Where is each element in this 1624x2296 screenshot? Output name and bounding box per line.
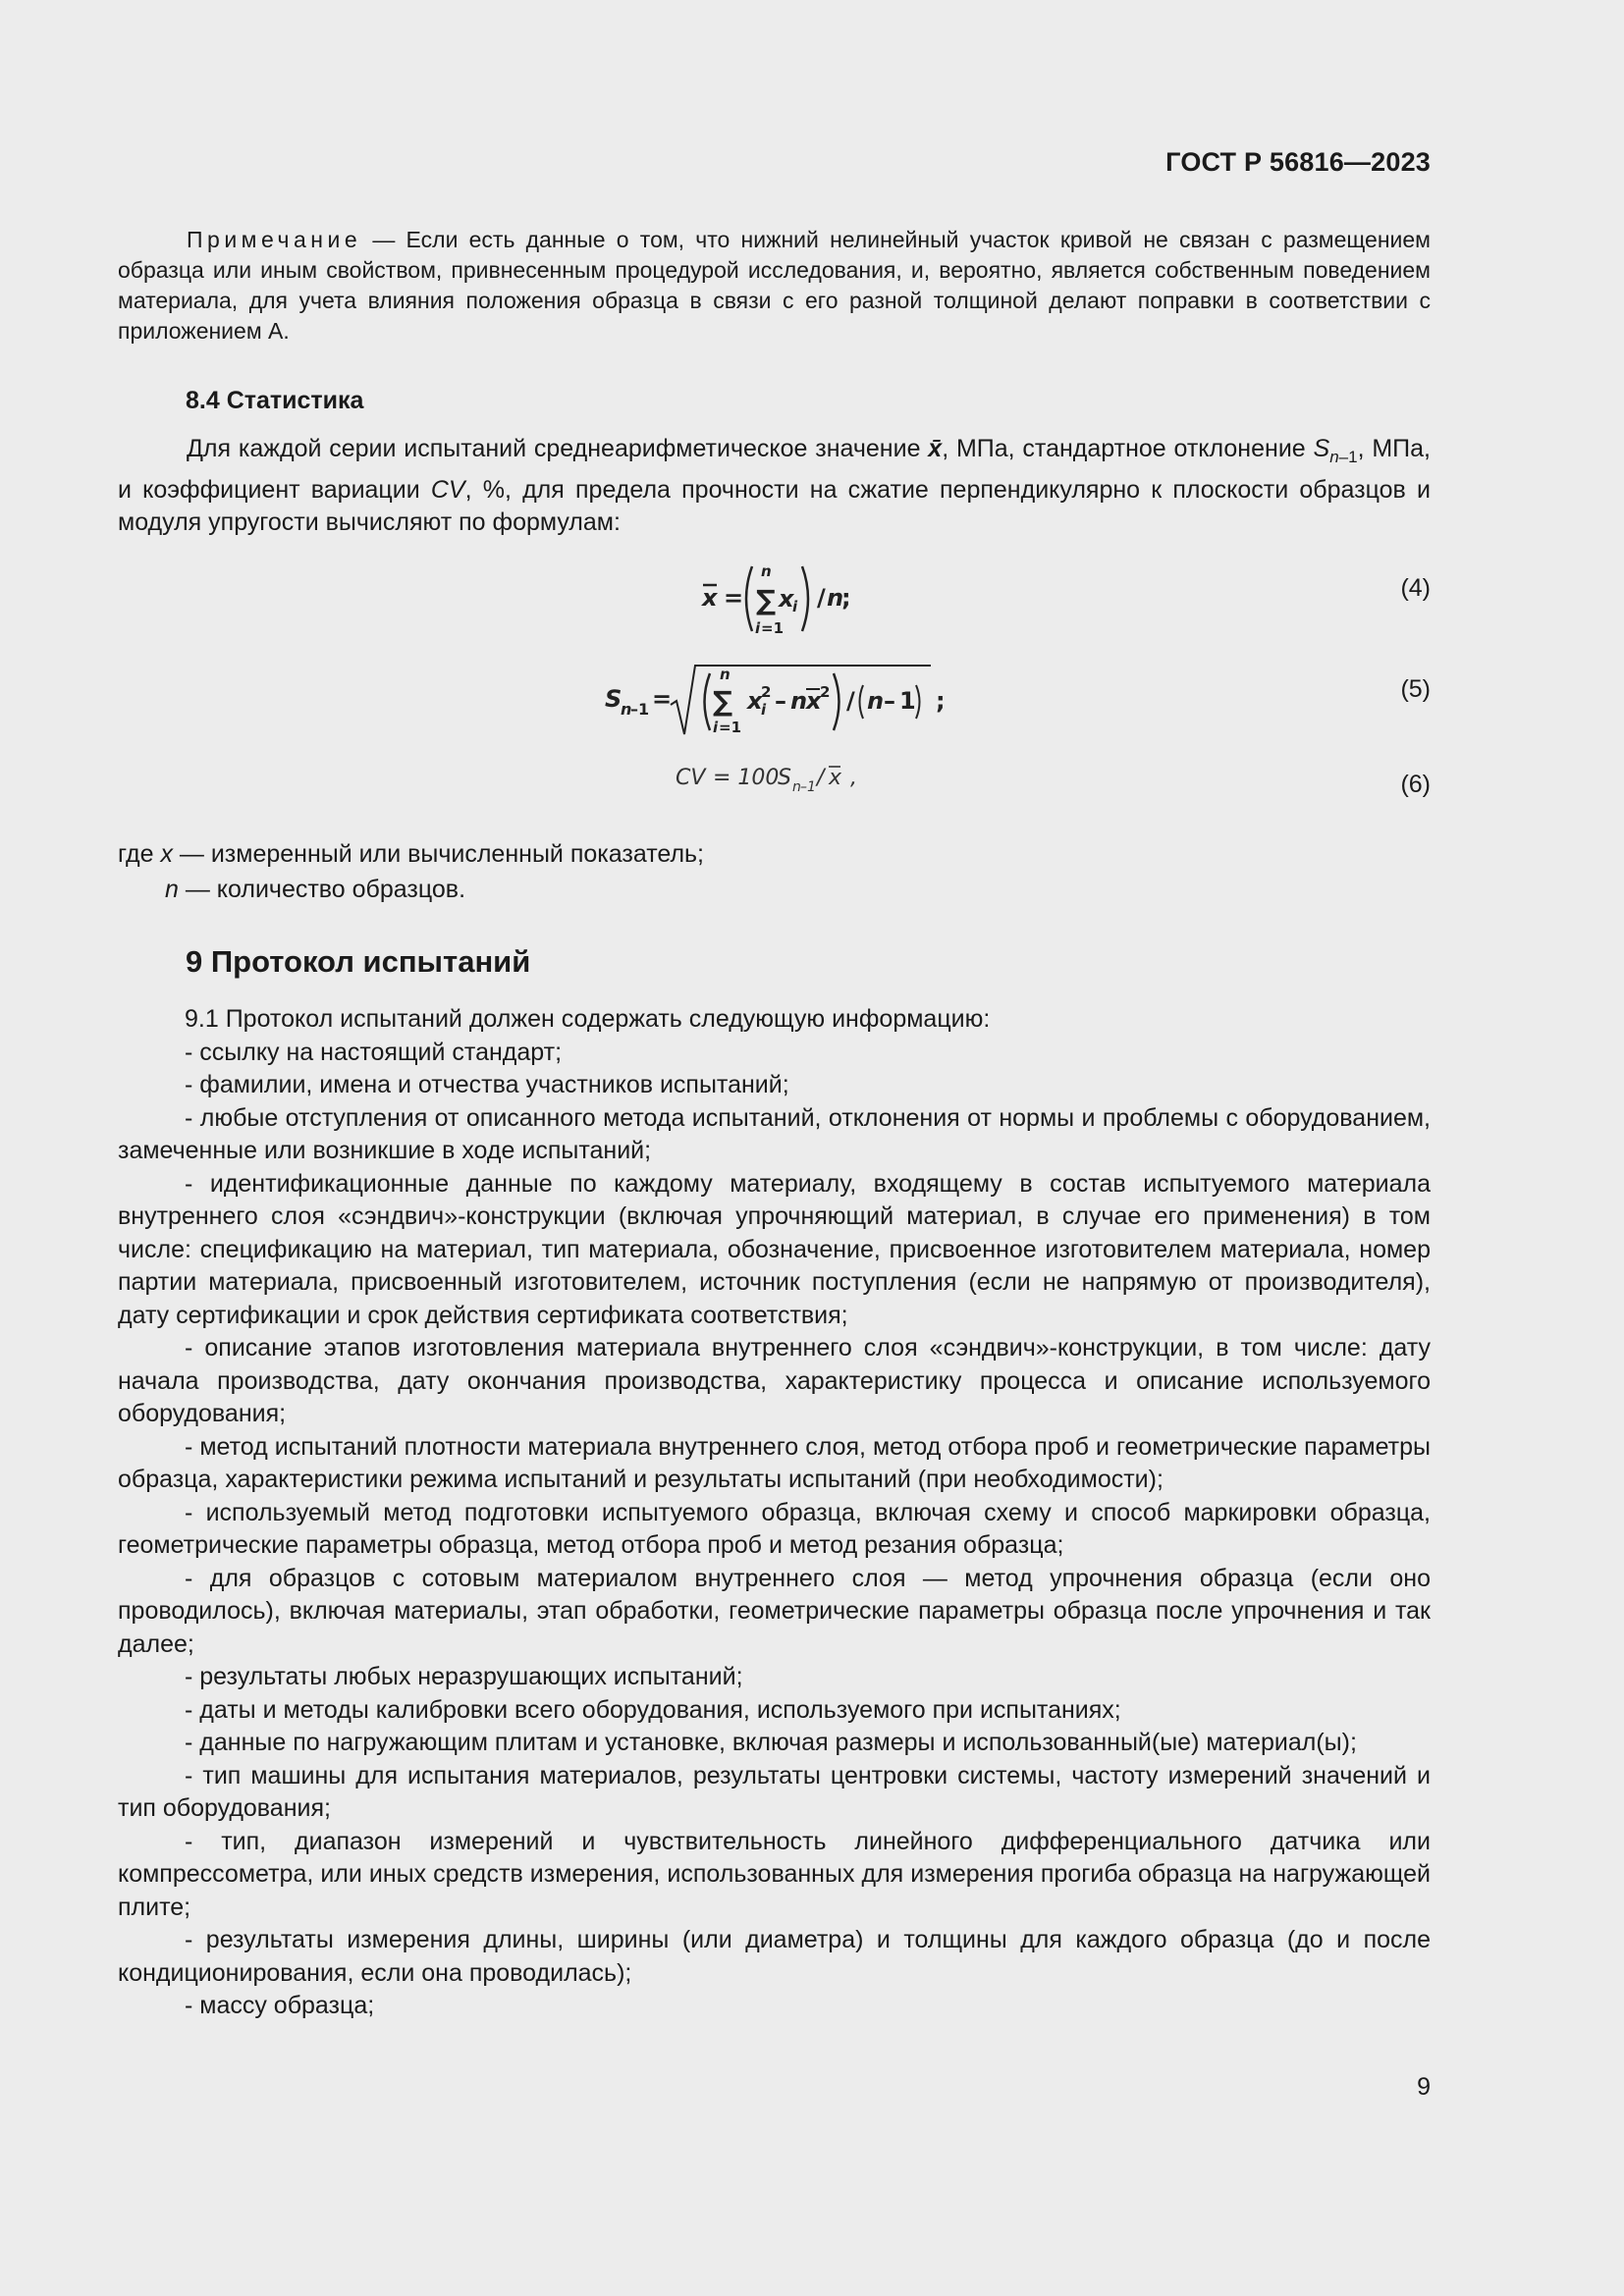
svg-text:x: x <box>747 687 763 715</box>
note-label: Примечание <box>187 227 362 252</box>
svg-text:–: – <box>775 687 786 715</box>
protocol-list <box>118 1003 1431 2023</box>
list-item: - любые отступления от описанного метода испытаний, отклонения от нормы и проблемы с оборудованием, замеченные или возникшие в ходе испытаний; <box>118 1103 1431 1164</box>
where-line-x: где x — измеренный или вычисленный показатель; <box>118 840 705 868</box>
section-8-4-heading: 8.4 Статистика <box>186 387 364 414</box>
svg-text:–1: –1 <box>800 779 816 795</box>
list-item: - результаты измерения длины, ширины (или диаметра) и толщины для каждого образца (до и после кондиционирования, если она проводилась); <box>118 1926 1431 1987</box>
svg-text:i: i <box>761 701 767 719</box>
svg-text:CV: CV <box>676 766 706 790</box>
formula-mean <box>687 555 923 643</box>
svg-text:=: = <box>724 584 744 612</box>
list-item: - даты и методы калибровки всего оборудования, используемого при испытаниях; <box>185 1695 1121 1724</box>
svg-text:n: n <box>761 562 772 580</box>
svg-text:n: n <box>827 584 844 612</box>
list-item: - данные по нагружающим плитам и установке, включая размеры и использованный(ые) материал(ы); <box>185 1729 1357 1756</box>
formula-std-deviation <box>602 658 955 746</box>
svg-text:n: n <box>720 666 731 683</box>
svg-text:=1: =1 <box>719 719 742 736</box>
section-9-heading: 9 Протокол испытаний <box>186 944 531 979</box>
statistics-paragraph: Для каждой серии испытаний среднеарифметическое значение x̄, МПа, стандартное отклонение $S_{n-1}$, МПа, и коэффициент вариации CV, %, для предела прочности на сжатие перпендикулярно к плоскости образцов и модуля упругости вычисляют по формулам: <box>118 435 1431 536</box>
svg-text:x: x <box>806 687 822 715</box>
standard-header: ГОСТ Р 56816—2023 <box>1165 147 1431 177</box>
svg-text:=: = <box>652 685 673 713</box>
svg-text:n: n <box>790 687 808 715</box>
list-item: - тип, диапазон измерений и чувствительность линейного дифференциального датчика или компрессометра, или иных средств измерения, использованных для измерения прогиба образца на нагружающей плите; <box>118 1827 1431 1921</box>
svg-text:/: / <box>846 687 855 715</box>
svg-text:∑: ∑ <box>713 685 733 718</box>
svg-text:;: ; <box>841 584 851 612</box>
svg-text:n: n <box>792 779 801 795</box>
where-line-n: n — количество образцов. <box>165 876 466 903</box>
list-item: - результаты любых неразрушающих испытаний; <box>185 1663 743 1690</box>
svg-text:=1: =1 <box>761 619 785 637</box>
list-item: - используемый метод подготовки испытуемого образца, включая схему и способ маркировки образца, геометрические параметры образца, метод отбора проб и метод резания образца; <box>118 1498 1431 1559</box>
svg-text:2: 2 <box>761 683 772 701</box>
list-item: - тип машины для испытания материалов, результаты центровки системы, частоту измерений значений и тип оборудования; <box>118 1761 1431 1822</box>
page-number: 9 <box>1417 2073 1431 2101</box>
list-item: - метод испытаний плотности материала внутреннего слоя, метод отбора проб и геометрические параметры образца, характеристики режима испытаний и результаты испытаний (при необходимости); <box>118 1432 1431 1493</box>
svg-text:2: 2 <box>820 683 831 701</box>
list-item: - ссылку на настоящий стандарт; <box>185 1038 563 1066</box>
equation-number-5: (5) <box>1400 675 1431 703</box>
svg-text:i: i <box>755 619 761 637</box>
svg-text:x: x <box>702 584 718 612</box>
svg-text:i: i <box>713 719 719 736</box>
list-item: - описание этапов изготовления материала внутреннего слоя «сэндвич»-конструкции, в том числе: дату начала производства, дату окончания производства, характеристику процесса и описание используемого оборудования; <box>118 1334 1431 1427</box>
equation-number-6: (6) <box>1400 771 1431 798</box>
svg-text:= 100: = 100 <box>713 766 780 790</box>
svg-text:;: ; <box>936 687 946 715</box>
svg-text:S: S <box>605 685 623 713</box>
list-item: - фамилии, имена и отчества участников испытаний; <box>185 1071 789 1098</box>
list-item: - идентификационные данные по каждому материалу, входящему в состав испытуемого материала внутреннего слоя «сэндвич»-конструкции (включая упрочняющий материал, в случае его применения) в том числе: спецификацию на материал, тип материала, обозначение, присвоенное изготовителем материала, номер партии материала, присвоенный изготовителем, источник поступления (если не напрямую от производителя), дату сертификации и срок действия сертификата соответствия; <box>118 1169 1431 1329</box>
svg-text:–: – <box>884 687 895 715</box>
svg-text:1: 1 <box>899 687 916 715</box>
svg-text:/: / <box>817 766 825 790</box>
svg-text:/: / <box>817 584 826 612</box>
note-paragraph <box>118 225 1431 347</box>
formula-cv <box>674 756 890 799</box>
note-text: — Если есть данные о том, что нижний нелинейный участок кривой не связан с размещением образца или иным свойством, привнесенным процедурой исследования, и, вероятно, является собственным поведением материала, для учета влияния положения образца в связи с его разной толщиной делают поправки в соответствии с приложением А. <box>118 227 1431 344</box>
svg-text:i: i <box>792 598 798 615</box>
svg-text:–1: –1 <box>630 700 650 719</box>
list-item: - массу образца; <box>185 1992 375 2019</box>
svg-text:x: x <box>779 585 794 613</box>
svg-text:∑: ∑ <box>756 584 777 616</box>
svg-text:n: n <box>621 700 632 719</box>
protocol-lead: 9.1 Протокол испытаний должен содержать следующую информацию: <box>185 1005 991 1033</box>
svg-text:S: S <box>778 766 791 790</box>
svg-text:x: x <box>829 766 842 790</box>
list-item: - для образцов с сотовым материалом внутреннего слоя — метод упрочнения образца (если оно проводилось), включая материалы, этап обработки, геометрические параметры образца после упрочнения и так далее; <box>118 1564 1431 1658</box>
svg-text:n: n <box>867 687 885 715</box>
equation-number-4: (4) <box>1400 574 1431 602</box>
where-block <box>118 836 704 907</box>
svg-text:,: , <box>850 766 857 790</box>
